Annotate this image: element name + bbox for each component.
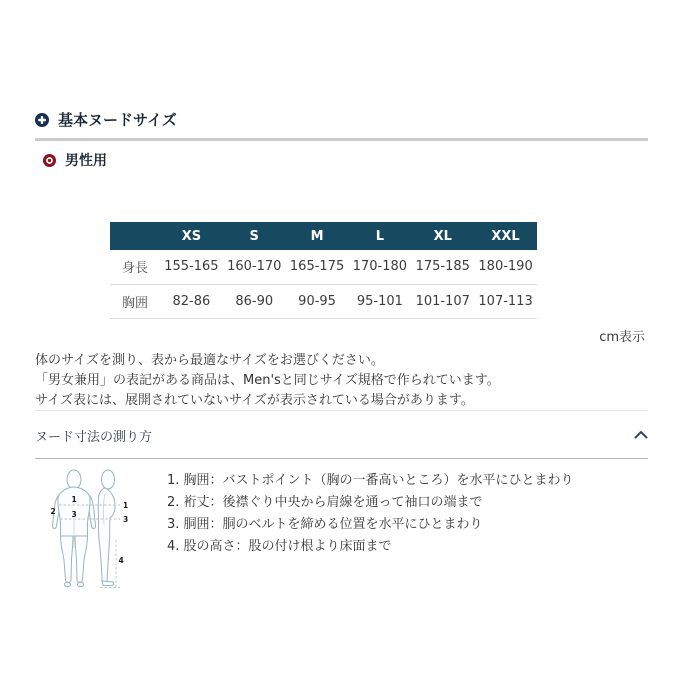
- measure-instructions: [167, 470, 574, 558]
- height-xl: 175-185: [415, 259, 470, 275]
- figure-label-waist-front: 3: [71, 510, 77, 519]
- height-l: 170-180: [352, 259, 408, 275]
- height-s: 160-170: [227, 259, 282, 275]
- table-row-height: [110, 250, 537, 284]
- section-title-mens: 男性用: [65, 153, 107, 169]
- section-header-basic-size[interactable]: [35, 109, 177, 130]
- size-col-s: S: [223, 222, 286, 250]
- measure-section-top-divider: [35, 410, 648, 411]
- height-xxl: 180-190: [478, 259, 533, 275]
- size-col-xl: XL: [411, 222, 474, 250]
- chest-xs: 82-86: [172, 293, 211, 309]
- chest-l: 95-101: [356, 293, 403, 309]
- measure-item-waist: 3. 胴囲：胴のベルトを締める位置を水平にひとまわり: [167, 517, 483, 532]
- table-row-chest: [110, 284, 537, 318]
- height-m: 165-175: [289, 259, 345, 275]
- front-body-figure: [50, 470, 96, 587]
- side-body-figure: [98, 470, 115, 586]
- section-title-basic-size: 基本ヌードサイズ: [58, 111, 177, 129]
- size-table-header-row: [110, 222, 537, 250]
- note-line: 「男女兼用」の表記がある商品は、Men'sと同じサイズ規格で作られています。: [35, 373, 500, 388]
- row-label-height: 身長: [121, 261, 148, 277]
- size-table: [110, 222, 537, 319]
- figure-label-chest-front: 1: [71, 495, 77, 504]
- size-col-m: M: [286, 222, 349, 250]
- chest-m: 90-95: [298, 293, 336, 309]
- header-divider: [35, 138, 648, 141]
- measure-section-header[interactable]: [35, 426, 648, 445]
- height-xs: 155-165: [164, 259, 219, 275]
- figure-label-inseam-height: 4: [118, 556, 124, 565]
- figure-label-waist-side: 3: [123, 515, 129, 524]
- dot-circle-icon: [43, 154, 56, 167]
- size-col-xxl: XXL: [474, 222, 537, 250]
- size-table-corner: [110, 222, 160, 250]
- note-line: 体のサイズを測り、表から最適なサイズをお選びください。: [35, 353, 384, 368]
- size-col-l: L: [348, 222, 411, 250]
- measure-item-chest: 1. 胸囲：バストポイント（胸の一番高いところ）を水平にひとまわり: [167, 473, 574, 488]
- chest-xl: 101-107: [415, 293, 470, 309]
- chevron-up-icon[interactable]: [634, 428, 648, 443]
- section-header-mens[interactable]: [43, 150, 107, 170]
- measure-item-sleeve: 2. 裄丈：後襟ぐり中央から肩線を通って袖口の端まで: [167, 495, 483, 510]
- unit-note: cm表示: [599, 330, 645, 345]
- measure-item-inseam: 4. 股の高さ：股の付け根より床面まで: [167, 539, 392, 554]
- size-notes: [35, 351, 500, 411]
- measure-section-bottom-divider: [35, 458, 648, 459]
- chest-xxl: 107-113: [478, 293, 533, 309]
- note-line: サイズ表には、展開されていないサイズが表示されている場合があります。: [35, 393, 474, 408]
- figure-label-chest-side: 1: [123, 501, 129, 510]
- size-col-xs: XS: [160, 222, 223, 250]
- figure-label-sleeve: 2: [50, 507, 56, 516]
- chest-s: 86-90: [235, 293, 274, 309]
- plus-circle-icon: [35, 113, 49, 127]
- row-label-chest: 胸囲: [121, 295, 148, 311]
- body-measurement-diagram: [50, 468, 138, 592]
- measure-section-title: ヌード寸法の測り方: [35, 430, 153, 445]
